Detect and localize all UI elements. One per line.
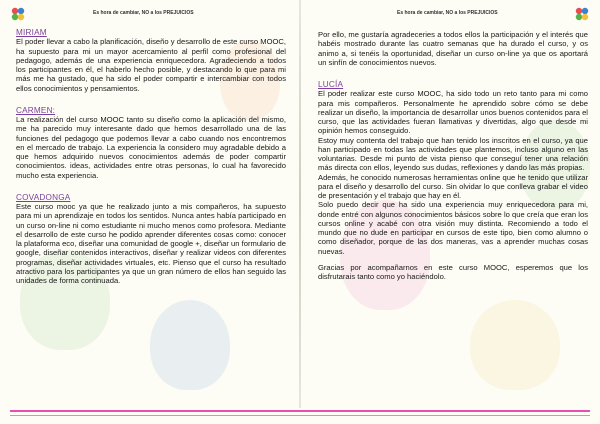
author-name-covadonga: COVADONGA <box>16 192 71 202</box>
miriam-paragraph: El poder llevar a cabo la planificación, diseño y desarrollo de este curso MOOC, ha supuesto para mi un mayor acercamiento al perfil como profesional del pedagogo, además de una experiencia enriquecedora. Agradeciendo a todos los participantes en él, el haberlo hecho posible, y destacando lo que para mi más me ha gustado, que ha sido el poder compartir e intercambiar con todos ellos conocimientos y pensamientos. <box>16 37 286 93</box>
footer-divider-line <box>10 410 590 412</box>
right-page-content <box>318 30 588 281</box>
footer-divider-line-thin <box>10 415 590 416</box>
intro-paragraph: Por ello, me gustaría agradeceries a todos ellos la participación y el interés que habéis mostrado durante las cuatro semanas que ha durado el curso, y os animo a, si tenéis la oportunidad, diseñar un curso on-line ya que os aportará un sinfín de conocimientos nuevos. <box>318 30 588 67</box>
lucia-paragraph-3: Además, he conocido numerosas herramientas online que he tenido que utilizar para el diseño y desarrollo del curso. Sin olvidar lo que conlleva grabar el video de presentación y el trabajo que hay en él. <box>318 172 588 200</box>
author-name-carmen: CARMEN: <box>16 105 56 115</box>
lucia-paragraph-2: Estoy muy contenta del trabajo que han tenido los inscritos en el curso, ya que han participado en todas las actividades que plantemos, incluso alguno en las voluntarias. Desde mi punto de vista pienso que conseguí tener una relación más directa con ellos, leyendo sus dudas, reflexiones y dando las más propias. <box>318 135 588 173</box>
carmen-paragraph: La realización del curso MOOC tanto su diseño como la aplicación del mismo, me ha parecido muy interesante dado que hemos desarrollado una de las funciones del pedagogo que podemos llevar a cabo cuando nos encontremos en el mercado de trabajo. La experiencia la considero muy agradable debido a que hemos adquirido nuevos conocimientos además de poder compartir conocimientos. ideas, actividades entre otras personas, lo cual ha favorecido mucho esta experiencia. <box>16 115 286 180</box>
author-name-miriam: MIRIAM <box>16 28 47 37</box>
lucia-paragraph-1: El poder realizar este curso MOOC, ha sido todo un reto tanto para mi como para mis compañeros. Personalmente he aprendido sobre cómo se debe realizar un diseño, la importancia de desarrollar unos buenos contenidos para el curso, que las actividades fueran llamativas y divertidas, algo que desde mi opinión hemos conseguido. <box>318 89 588 136</box>
lucia-paragraph-4: Solo puedo decir que ha sido una experiencia muy enriquecedora para mi, donde entré con algunos conocimientos básicos sobre lo que creía que eran los cursos online y acabé con otra visión muy distinta. Recomiendo a todo el mundo que no dude en participar en cursos de este tipo, bien como alumno o como diseñador, porque de las dos maneras, vas a aprender muchas cosas nuevas. <box>318 200 588 256</box>
closing-paragraph: Gracias por acompañarnos en este curso MOOC, esperemos que los disfrutarais tanto como yo haciéndolo. <box>318 262 588 281</box>
running-header-left: Es hora de cambiar, NO a los PREJUICIOS <box>93 10 194 16</box>
covadonga-paragraph: Este curso mooc ya que he realizado junto a mis compañeros, ha supuesto para mi un aprendizaje en todos los sentidos. Nunca antes había participado en un curso on-line ni como estudiante ni mucho menos como profesora. Mediante el desarrollo de este curso he podido aprender diferentes cosas como: conocer la plataforma eco, diseñar una comunidad de google +, diseñar un formulario de google, diseñar contenidos interactivos, diseñar y realizar videos con diferentes programas, diseñar actividades virtuales, etc. Pienso que el curso ha resultado atractivo para los participantes ya que un gran número de ellos han seguido las unidades de forma continuada. <box>16 202 286 285</box>
colorful-hands-logo-icon <box>10 6 26 22</box>
author-name-lucia: LUCÍA <box>318 80 344 89</box>
colorful-hands-logo-icon <box>574 6 590 22</box>
running-header-right: Es hora de cambiar, NO a los PREJUICIOS <box>397 10 498 16</box>
left-page-content <box>16 28 286 285</box>
